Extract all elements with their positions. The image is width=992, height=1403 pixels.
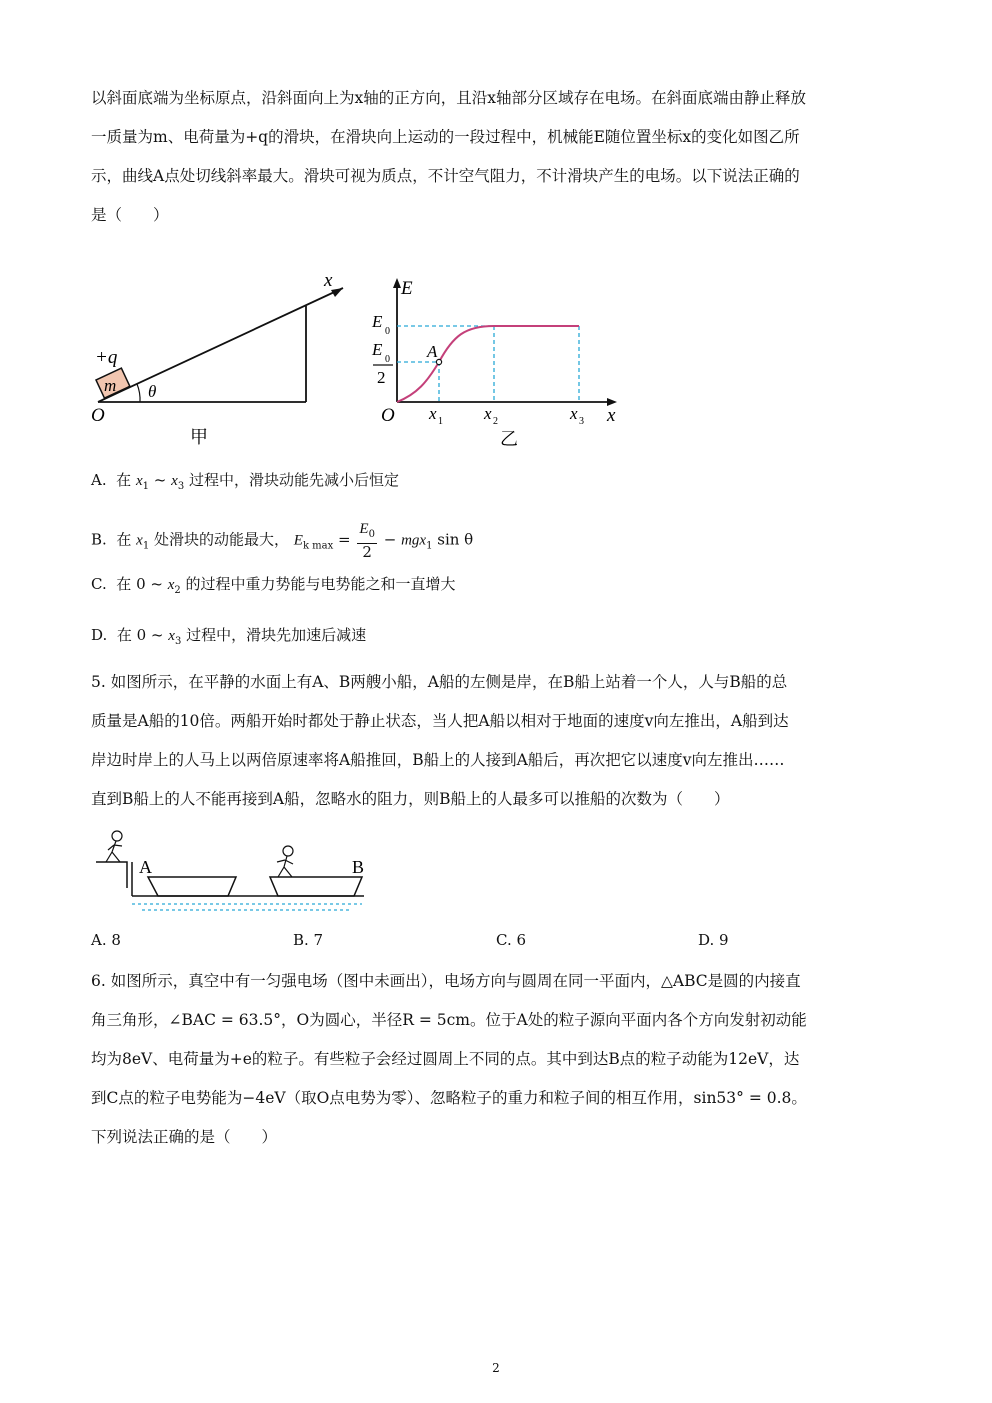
q4-line-4: 是（ ）	[91, 206, 169, 224]
q4-option-d[interactable]: D. 在 0 ~ $x_3$ 过程中，滑块先加速后减速	[91, 626, 367, 647]
q5-line-1: 5. 如图所示，在平静的水面上有A、B两艘小船，A船的左侧是岸，在B船上站着一个人，人与B船的总	[91, 673, 788, 691]
q4-option-b[interactable]: B. 在 $x_1$ 处滑块的动能最大， $E_{k max}$ = $\frac{E_0}{2}$ − mgx$_1$ sin θ	[91, 521, 474, 561]
q4-line-3: 示，曲线A点处切线斜率最大。滑块可视为质点，不计空气阻力，不计滑块产生的电场。以下说法正确的	[91, 167, 800, 185]
q6-line-5: 下列说法正确的是（ ）	[91, 1128, 278, 1146]
tick-x3: x	[570, 404, 578, 423]
q6-line-1: 6. 如图所示，真空中有一匀强电场（图中未画出），电场方向与圆周在同一平面内，△ABC是圆的内接直	[91, 972, 801, 990]
tick-x1: x	[429, 404, 437, 423]
shore-person-icon	[106, 831, 122, 862]
axis-x-label: x	[607, 405, 616, 426]
svg-text:0: 0	[385, 326, 390, 337]
charge-label: +q	[95, 347, 118, 368]
figure-yi-graph	[365, 272, 630, 452]
q5-line-2: 质量是A船的10倍。两船开始时都处于静止状态，当人把A船以相对于地面的速度v向左推出，A船到达	[91, 712, 789, 730]
boat-a	[148, 877, 236, 896]
svg-text:3: 3	[579, 416, 584, 427]
tick-x2: x	[484, 404, 492, 423]
q5-option-b[interactable]: B. 7	[293, 931, 324, 949]
figure-boats	[92, 826, 372, 916]
q4-option-a[interactable]: A. 在 $x_1$ ~ $x_3$ 过程中，滑块动能先减小后恒定	[91, 471, 399, 492]
page-number: 2	[492, 1361, 500, 1375]
boat-a-label: A	[139, 857, 152, 877]
half-e0-numerator: E	[372, 340, 383, 359]
q5-option-d[interactable]: D. 9	[698, 931, 729, 949]
caption-jia: 甲	[190, 427, 208, 447]
boat-b-label: B	[352, 857, 365, 877]
q6-line-2: 角三角形，∠BAC = 63.5°，O为圆心，半径R = 5cm。位于A处的粒子源向平面内各个方向发射初动能	[91, 1011, 807, 1029]
q4-line-1: 以斜面底端为坐标原点，沿斜面向上为x轴的正方向，且沿x轴部分区域存在电场。在斜面底端由静止释放	[91, 89, 806, 107]
axis-x-label: x	[324, 270, 333, 291]
q5-line-3: 岸边时岸上的人马上以两倍原速率将A船推回，B船上的人接到A船后，再次把它以速度v向左推出……	[91, 751, 785, 769]
figure-jia-incline	[88, 268, 358, 450]
e0-label: E	[372, 312, 383, 331]
q4-option-c[interactable]: C. 在 0 ~ $x_2$ 的过程中重力势能与电势能之和一直增大	[91, 575, 456, 596]
boat-b	[270, 877, 362, 896]
svg-text:1: 1	[438, 416, 443, 427]
fraction-e0-over-2: $\frac{E_0}{2}$	[359, 521, 375, 561]
origin-label: O	[381, 405, 395, 426]
half-e0-denominator: 2	[377, 368, 386, 387]
q6-line-3: 均为8eV、电荷量为+e的粒子。有些粒子会经过圆周上不同的点。其中到达B点的粒子动能为12eV，达	[91, 1050, 800, 1068]
point-a-label: A	[427, 342, 438, 361]
q4-line-2: 一质量为m、电荷量为+q的滑块，在滑块向上运动的一段过程中，机械能E随位置坐标x的变化如图乙所	[91, 128, 800, 146]
axis-e-label: E	[401, 278, 413, 299]
angle-label: θ	[148, 382, 157, 401]
svg-text:0: 0	[385, 354, 390, 365]
q5-line-4: 直到B船上的人不能再接到A船，忽略水的阻力，则B船上的人最多可以推船的次数为（ ）	[91, 790, 730, 808]
origin-label: O	[91, 405, 105, 426]
svg-text:2: 2	[493, 416, 498, 427]
caption-yi: 乙	[500, 429, 518, 449]
energy-curve	[397, 326, 579, 402]
q5-option-c[interactable]: C. 6	[496, 931, 527, 949]
q5-option-a[interactable]: A. 8	[91, 931, 121, 949]
q6-line-4: 到C点的粒子电势能为−4eV（取O点电势为零）、忽略粒子的重力和粒子间的相互作用，sin53° = 0.8。	[91, 1089, 807, 1107]
mass-label: m	[104, 376, 117, 395]
boat-person-icon	[277, 846, 293, 877]
